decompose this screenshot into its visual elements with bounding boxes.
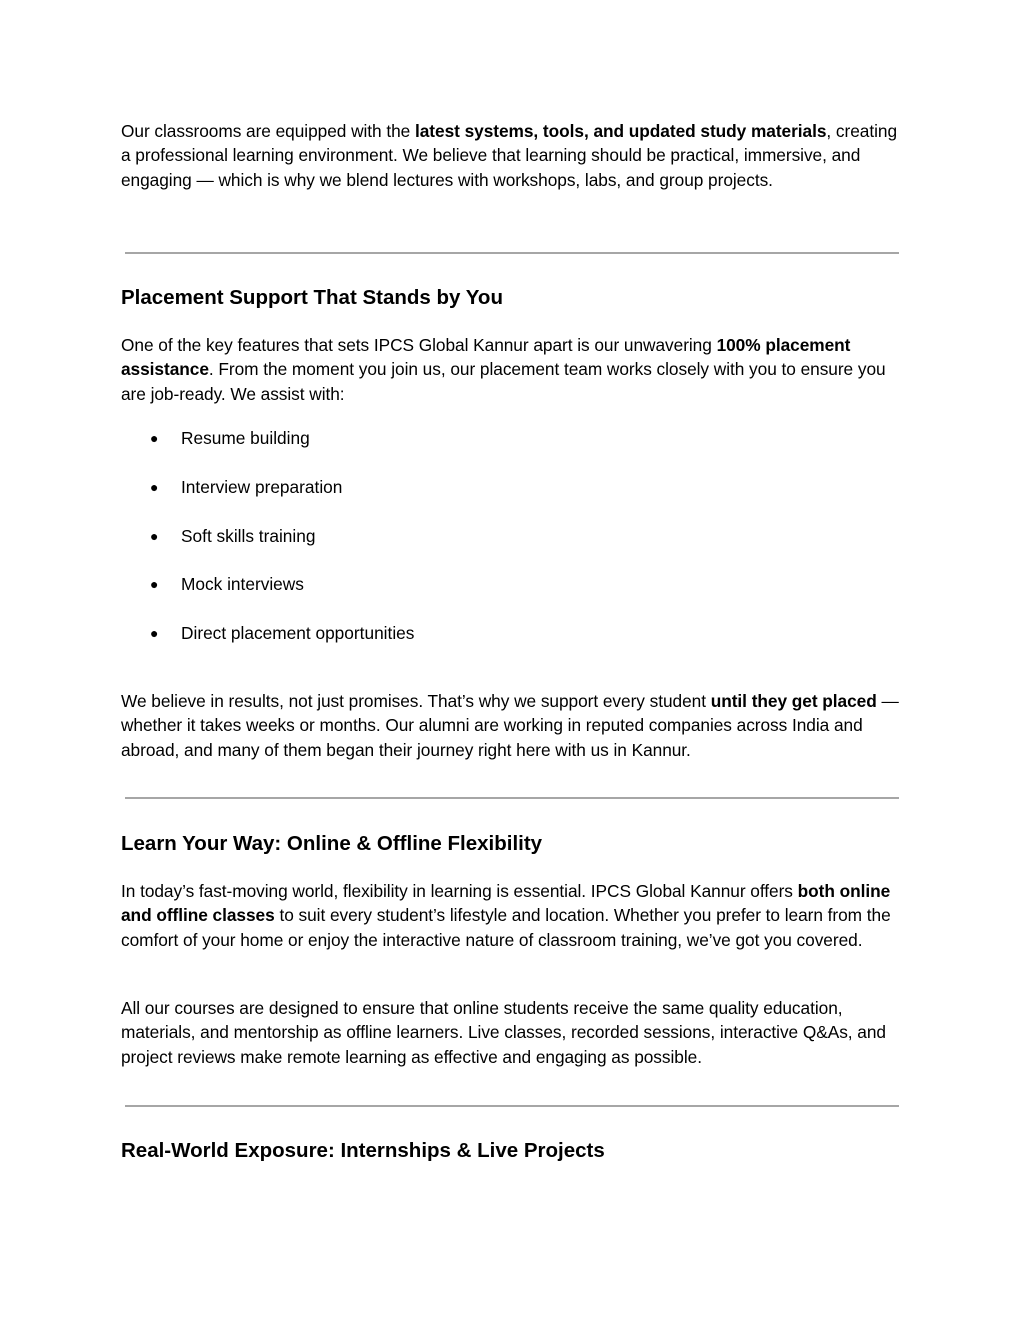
- list-item-label: Interview preparation: [181, 476, 343, 497]
- bullet-icon: ●: [150, 625, 159, 642]
- list-item-label: Resume building: [181, 428, 310, 448]
- results-text-after: — whether it takes weeks or months. Our alumni are working in reputed companies across India and abroad, and many of them began their journey right here with us in Kannur.: [121, 691, 899, 760]
- horizontal-divider: [125, 252, 899, 254]
- placement-text-bold: 100% placement assistance: [121, 335, 851, 380]
- placement-heading: Placement Support That Stands by You: [121, 286, 503, 309]
- exposure-heading: Real-World Exposure: Internships & Live Projects: [121, 1139, 605, 1162]
- results-text-before: We believe in results, not just promises. That’s why we support every student: [121, 691, 711, 711]
- list-item-label: Soft skills training: [181, 525, 316, 546]
- flexibility-heading: Learn Your Way: Online & Offline Flexibility: [121, 832, 543, 855]
- flexibility-text-bold: both online and offline classes: [121, 881, 891, 926]
- placement-results-paragraph: [121, 689, 911, 762]
- intro-text-after: , creating a professional learning environment. We believe that learning should be practical, immersive, and engaging — which is why we blend lectures with workshops, labs, and group projects.: [121, 121, 898, 190]
- intro-text-before: Our classrooms are equipped with the: [121, 121, 415, 141]
- flexibility-intro-paragraph: [121, 879, 911, 952]
- bullet-icon: ●: [150, 576, 159, 593]
- flexibility-text-before: In today’s fast-moving world, flexibility in learning is essential. IPCS Global Kannur offers: [121, 881, 798, 901]
- bullet-icon: ●: [150, 527, 159, 544]
- intro-text-bold: latest systems, tools, and updated study materials: [415, 121, 827, 141]
- placement-intro-paragraph: [121, 333, 911, 406]
- placement-text-before: One of the key features that sets IPCS Global Kannur apart is our unwavering: [121, 335, 717, 355]
- list-item-label: Mock interviews: [181, 574, 304, 595]
- bullet-icon: ●: [150, 430, 159, 446]
- results-text-bold: until they get placed: [710, 691, 877, 711]
- horizontal-divider: [125, 1105, 899, 1107]
- list-item-label: Direct placement opportunities: [181, 623, 415, 644]
- horizontal-divider: [125, 797, 899, 799]
- flexibility-text-after: to suit every student’s lifestyle and location. Whether you prefer to learn from the comfort of your home or enjoy the interactive nature of classroom training, we’ve got you covered.: [121, 905, 891, 950]
- bullet-icon: ●: [150, 478, 159, 495]
- flexibility-courses-paragraph: All our courses are designed to ensure that online students receive the same quality education, materials, and mentorship as offline learners. Live classes, recorded sessions, interactive Q&As, and project reviews make remote learning as effective and engaging as possible.: [121, 998, 886, 1067]
- placement-text-after: . From the moment you join us, our placement team works closely with you to ensure you are job-ready. We assist with:: [121, 359, 886, 404]
- intro-paragraph: [121, 119, 911, 192]
